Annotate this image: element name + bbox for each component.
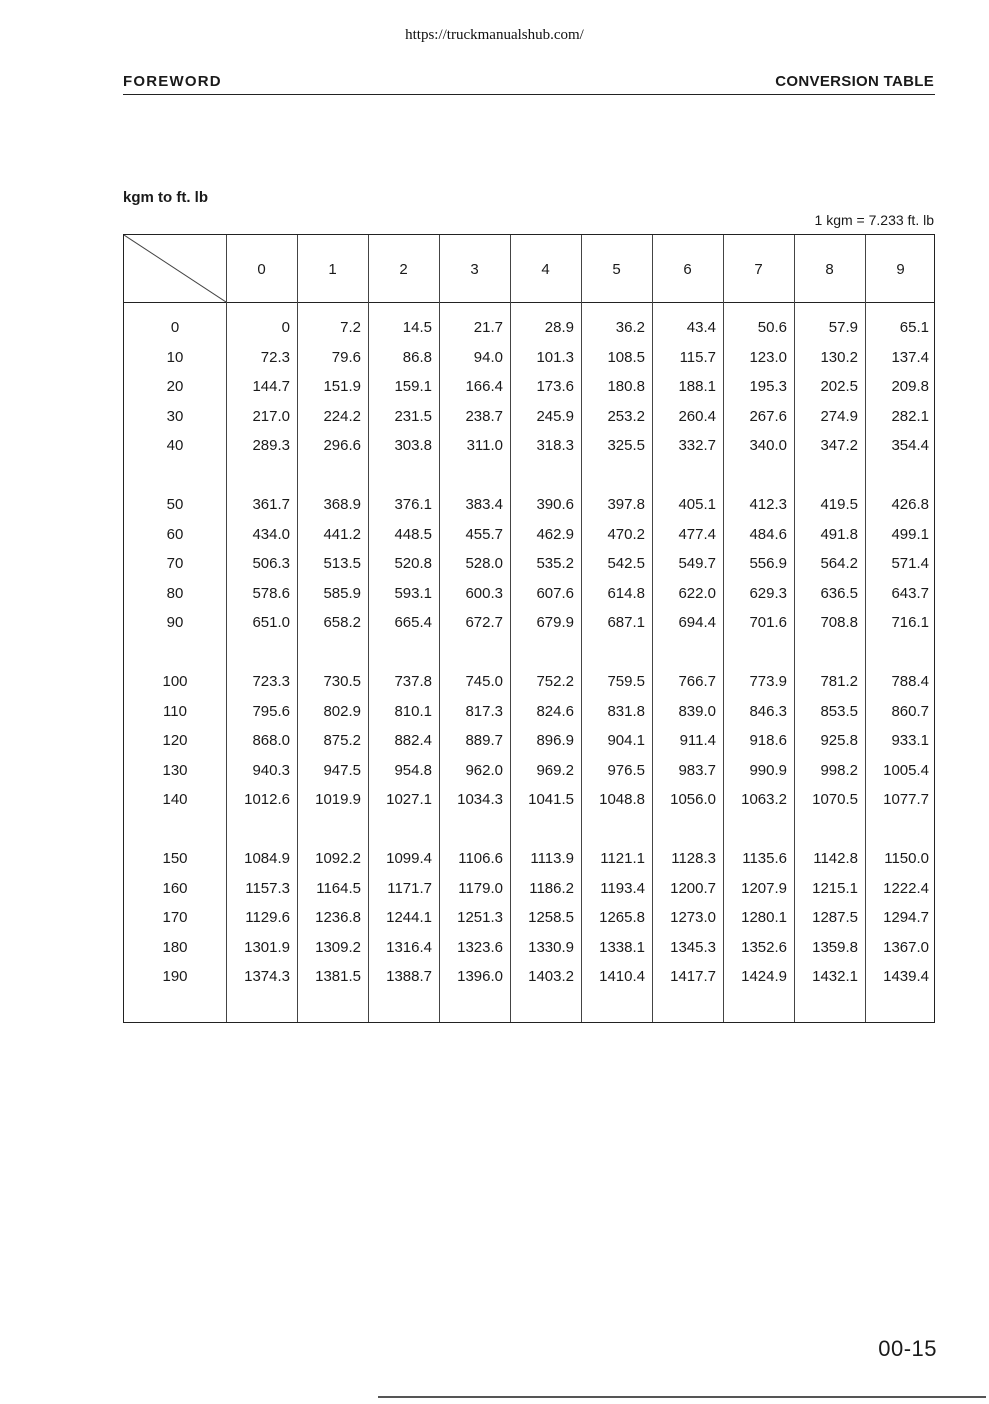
table-cell: 1019.9 — [315, 791, 361, 808]
table-cell: 224.2 — [323, 407, 361, 425]
row-label: 20 — [166, 378, 184, 395]
table-cell: 904.1 — [607, 732, 645, 749]
table-cell: 665.4 — [394, 614, 432, 631]
table-cell: 419.5 — [820, 496, 858, 513]
table-cell: 1048.8 — [599, 791, 645, 808]
row-label: 50 — [166, 496, 184, 513]
table-cell: 759.5 — [607, 673, 645, 690]
row-label: 140 — [162, 791, 188, 808]
table-cell: 889.7 — [465, 732, 503, 749]
table-cell: 455.7 — [465, 525, 503, 543]
table-cell: 267.6 — [749, 407, 787, 425]
row-label: 160 — [162, 879, 188, 897]
table-cell: 412.3 — [749, 496, 787, 513]
table-cell: 195.3 — [749, 378, 787, 395]
table-cell: 332.7 — [678, 437, 716, 454]
table-cell: 1396.0 — [457, 968, 503, 985]
table-cell: 607.6 — [536, 584, 574, 602]
table-cell: 925.8 — [820, 732, 858, 749]
table-cell: 520.8 — [394, 555, 432, 572]
table-cell: 737.8 — [394, 673, 432, 690]
row-label: 0 — [170, 319, 180, 336]
table-cell: 781.2 — [820, 673, 858, 690]
table-cell: 1439.4 — [883, 968, 929, 985]
column-header: 2 — [399, 261, 408, 278]
table-cell: 101.3 — [536, 348, 574, 366]
table-cell: 1113.9 — [530, 850, 574, 867]
table-cell: 701.6 — [749, 614, 787, 631]
table-cell: 1424.9 — [741, 968, 787, 985]
table-cell: 144.7 — [252, 378, 290, 395]
row-label: 130 — [162, 761, 188, 779]
table-cell: 1323.6 — [457, 938, 503, 956]
table-cell: 593.1 — [394, 584, 432, 602]
table-cell: 1129.6 — [245, 909, 290, 926]
table-cell: 1265.8 — [599, 909, 645, 926]
table-cell: 1077.7 — [883, 791, 929, 808]
column-header: 9 — [896, 261, 905, 278]
table-cell: 896.9 — [536, 732, 574, 749]
table-cell: 795.6 — [252, 702, 290, 720]
table-cell: 28.9 — [544, 319, 574, 336]
table-cell: 571.4 — [891, 555, 929, 572]
table-cell: 1316.4 — [386, 938, 432, 956]
row-label: 150 — [162, 850, 188, 867]
table-cell: 549.7 — [678, 555, 716, 572]
table-cell: 383.4 — [465, 496, 503, 513]
table-cell: 846.3 — [749, 702, 787, 720]
table-cell: 1063.2 — [741, 791, 787, 808]
conversion-table — [123, 234, 935, 1023]
table-cell: 839.0 — [678, 702, 716, 720]
table-cell: 802.9 — [323, 702, 361, 720]
table-cell: 658.2 — [323, 614, 361, 631]
table-cell: 1034.3 — [457, 791, 503, 808]
table-cell: 1381.5 — [315, 968, 361, 985]
table-cell: 94.0 — [473, 348, 503, 366]
table-cell: 368.9 — [323, 496, 361, 513]
table-cell: 108.5 — [607, 348, 645, 366]
table-cell: 491.8 — [820, 525, 858, 543]
table-cell: 1330.9 — [528, 938, 574, 956]
table-cell: 36.2 — [615, 319, 645, 336]
table-cell: 1222.4 — [883, 879, 929, 897]
column-header: 4 — [541, 261, 550, 278]
table-cell: 1179.0 — [458, 879, 503, 897]
row-label: 100 — [162, 673, 188, 690]
row-label: 80 — [166, 584, 184, 602]
table-cell: 1092.2 — [315, 850, 361, 867]
table-cell: 260.4 — [678, 407, 716, 425]
table-cell: 1150.0 — [884, 850, 929, 867]
table-cell: 708.8 — [820, 614, 858, 631]
table-cell: 325.5 — [607, 437, 645, 454]
table-cell: 296.6 — [323, 437, 361, 454]
table-cell: 643.7 — [891, 584, 929, 602]
table-cell: 434.0 — [252, 525, 290, 543]
table-cell: 202.5 — [820, 378, 858, 395]
table-cell: 426.8 — [891, 496, 929, 513]
table-cell: 1157.3 — [245, 879, 290, 897]
table-cell: 651.0 — [252, 614, 290, 631]
table-cell: 347.2 — [820, 437, 858, 454]
table-cell: 1403.2 — [528, 968, 574, 985]
table-cell: 752.2 — [536, 673, 574, 690]
table-cell: 151.9 — [323, 378, 361, 395]
table-cell: 397.8 — [607, 496, 645, 513]
table-cell: 1056.0 — [670, 791, 716, 808]
table-cell: 405.1 — [678, 496, 716, 513]
table-cell: 860.7 — [891, 702, 929, 720]
table-cell: 1164.5 — [316, 879, 361, 897]
table-cell: 361.7 — [252, 496, 290, 513]
table-cell: 354.4 — [891, 437, 929, 454]
table-cell: 72.3 — [260, 348, 290, 366]
table-cell: 831.8 — [607, 702, 645, 720]
table-cell: 1309.2 — [315, 938, 361, 956]
row-label: 180 — [162, 938, 188, 956]
table-cell: 1106.6 — [458, 850, 503, 867]
table-cell: 311.0 — [466, 437, 503, 454]
table-cell: 1027.1 — [386, 791, 432, 808]
table-cell: 513.5 — [323, 555, 361, 572]
table-cell: 1207.9 — [741, 879, 787, 897]
table-cell: 535.2 — [536, 555, 574, 572]
table-cell: 1171.7 — [387, 879, 432, 897]
table-cell: 130.2 — [820, 348, 858, 366]
section-title: FOREWORD — [123, 73, 222, 90]
table-cell: 253.2 — [607, 407, 645, 425]
table-cell: 810.1 — [394, 702, 432, 720]
table-cell: 180.8 — [607, 378, 645, 395]
table-cell: 556.9 — [749, 555, 787, 572]
table-cell: 65.1 — [899, 319, 929, 336]
table-cell: 1367.0 — [883, 938, 929, 956]
table-cell: 940.3 — [252, 761, 290, 779]
column-header: 5 — [612, 261, 621, 278]
header-divider — [124, 302, 934, 303]
table-cell: 231.5 — [394, 407, 432, 425]
table-cell: 21.7 — [473, 319, 503, 336]
table-cell: 318.3 — [536, 437, 574, 454]
table-cell: 1012.6 — [244, 791, 290, 808]
table-cell: 166.4 — [465, 378, 503, 395]
row-label: 30 — [166, 407, 184, 425]
table-cell: 115.7 — [679, 348, 716, 366]
table-cell: 911.4 — [679, 732, 716, 749]
table-cell: 875.2 — [323, 732, 361, 749]
table-cell: 824.6 — [536, 702, 574, 720]
table-cell: 448.5 — [394, 525, 432, 543]
table-cell: 983.7 — [678, 761, 716, 779]
table-title: kgm to ft. lb — [123, 189, 208, 206]
table-cell: 1244.1 — [386, 909, 432, 926]
row-label: 190 — [162, 968, 188, 985]
row-label: 40 — [166, 437, 184, 454]
table-cell: 672.7 — [465, 614, 503, 631]
table-cell: 976.5 — [607, 761, 645, 779]
table-cell: 882.4 — [394, 732, 432, 749]
table-cell: 1128.3 — [671, 850, 716, 867]
table-cell: 159.1 — [394, 378, 432, 395]
row-label: 90 — [166, 614, 184, 631]
table-cell: 499.1 — [891, 525, 929, 543]
row-label: 120 — [162, 732, 188, 749]
table-cell: 1142.8 — [813, 850, 858, 867]
table-cell: 7.2 — [340, 319, 361, 336]
table-cell: 817.3 — [465, 702, 503, 720]
table-cell: 1215.1 — [812, 879, 858, 897]
corner-diagonal — [124, 235, 226, 302]
table-cell: 528.0 — [465, 555, 503, 572]
table-cell: 441.2 — [323, 525, 361, 543]
table-cell: 79.6 — [331, 348, 361, 366]
table-cell: 1287.5 — [812, 909, 858, 926]
table-cell: 1280.1 — [741, 909, 787, 926]
table-cell: 1359.8 — [812, 938, 858, 956]
table-cell: 1005.4 — [883, 761, 929, 779]
table-cell: 376.1 — [394, 496, 432, 513]
table-cell: 86.8 — [402, 348, 432, 366]
table-cell: 1070.5 — [812, 791, 858, 808]
table-cell: 282.1 — [891, 407, 929, 425]
table-cell: 0 — [281, 319, 290, 336]
table-cell: 1041.5 — [528, 791, 574, 808]
footer-rule — [378, 1396, 986, 1398]
table-cell: 614.8 — [607, 584, 645, 602]
table-cell: 622.0 — [678, 584, 716, 602]
table-cell: 43.4 — [686, 319, 716, 336]
table-cell: 477.4 — [678, 525, 716, 543]
table-cell: 50.6 — [757, 319, 787, 336]
table-cell: 289.3 — [252, 437, 290, 454]
table-cell: 1193.4 — [600, 879, 645, 897]
page-number: 00-15 — [878, 1336, 937, 1361]
table-cell: 1294.7 — [883, 909, 929, 926]
table-cell: 209.8 — [891, 378, 929, 395]
table-cell: 998.2 — [820, 761, 858, 779]
table-cell: 585.9 — [323, 584, 361, 602]
table-cell: 1338.1 — [599, 938, 645, 956]
table-cell: 788.4 — [891, 673, 929, 690]
table-cell: 629.3 — [749, 584, 787, 602]
table-cell: 773.9 — [749, 673, 787, 690]
table-cell: 1251.3 — [457, 909, 503, 926]
table-cell: 1273.0 — [670, 909, 716, 926]
page-heading: CONVERSION TABLE — [775, 73, 934, 90]
table-cell: 918.6 — [749, 732, 787, 749]
column-header: 8 — [825, 261, 834, 278]
header-rule — [123, 94, 935, 95]
table-cell: 484.6 — [749, 525, 787, 543]
table-cell: 578.6 — [252, 584, 290, 602]
table-cell: 868.0 — [252, 732, 290, 749]
table-cell: 933.1 — [891, 732, 929, 749]
table-cell: 57.9 — [828, 319, 858, 336]
table-cell: 1135.6 — [742, 850, 787, 867]
table-cell: 687.1 — [607, 614, 645, 631]
table-cell: 245.9 — [536, 407, 574, 425]
table-cell: 1121.1 — [600, 850, 645, 867]
table-cell: 173.6 — [536, 378, 574, 395]
table-cell: 1374.3 — [244, 968, 290, 985]
table-cell: 679.9 — [536, 614, 574, 631]
column-header: 1 — [328, 261, 337, 278]
table-cell: 730.5 — [323, 673, 361, 690]
table-cell: 954.8 — [394, 761, 432, 779]
table-cell: 564.2 — [820, 555, 858, 572]
table-cell: 716.1 — [891, 614, 929, 631]
table-cell: 636.5 — [820, 584, 858, 602]
table-cell: 217.0 — [252, 407, 290, 425]
table-cell: 274.9 — [820, 407, 858, 425]
table-cell: 188.1 — [678, 378, 716, 395]
table-cell: 303.8 — [394, 437, 432, 454]
table-cell: 1352.6 — [741, 938, 787, 956]
table-cell: 990.9 — [749, 761, 787, 779]
table-cell: 1099.4 — [386, 850, 432, 867]
table-cell: 123.0 — [749, 348, 787, 366]
table-cell: 506.3 — [252, 555, 290, 572]
table-cell: 1236.8 — [315, 909, 361, 926]
column-header: 7 — [754, 261, 763, 278]
table-cell: 745.0 — [465, 673, 503, 690]
table-cell: 1345.3 — [670, 938, 716, 956]
table-cell: 1258.5 — [528, 909, 574, 926]
table-cell: 137.4 — [891, 348, 929, 366]
table-cell: 694.4 — [678, 614, 716, 631]
table-cell: 238.7 — [465, 407, 503, 425]
table-cell: 1410.4 — [599, 968, 645, 985]
table-cell: 14.5 — [402, 319, 432, 336]
table-cell: 470.2 — [607, 525, 645, 543]
row-label: 10 — [166, 348, 184, 366]
table-cell: 766.7 — [678, 673, 716, 690]
table-cell: 723.3 — [252, 673, 290, 690]
table-cell: 947.5 — [323, 761, 361, 779]
table-cell: 390.6 — [536, 496, 574, 513]
table-cell: 600.3 — [465, 584, 503, 602]
table-cell: 1186.2 — [529, 879, 574, 897]
row-label: 110 — [163, 702, 187, 720]
table-cell: 542.5 — [607, 555, 645, 572]
table-cell: 1084.9 — [244, 850, 290, 867]
column-header: 6 — [683, 261, 692, 278]
table-cell: 1388.7 — [386, 968, 432, 985]
table-cell: 1301.9 — [244, 938, 290, 956]
row-label: 70 — [166, 555, 184, 572]
row-label: 60 — [166, 525, 184, 543]
source-url: https://truckmanualshub.com/ — [405, 27, 584, 43]
table-cell: 1200.7 — [670, 879, 716, 897]
table-cell: 1417.7 — [670, 968, 716, 985]
column-header: 3 — [470, 261, 479, 278]
table-cell: 962.0 — [465, 761, 503, 779]
table-cell: 969.2 — [536, 761, 574, 779]
conversion-factor: 1 kgm = 7.233 ft. lb — [814, 212, 934, 228]
table-cell: 853.5 — [820, 702, 858, 720]
row-label: 170 — [162, 909, 188, 926]
table-cell: 340.0 — [749, 437, 787, 454]
table-cell: 462.9 — [536, 525, 574, 543]
column-header: 0 — [257, 261, 266, 278]
table-cell: 1432.1 — [812, 968, 858, 985]
